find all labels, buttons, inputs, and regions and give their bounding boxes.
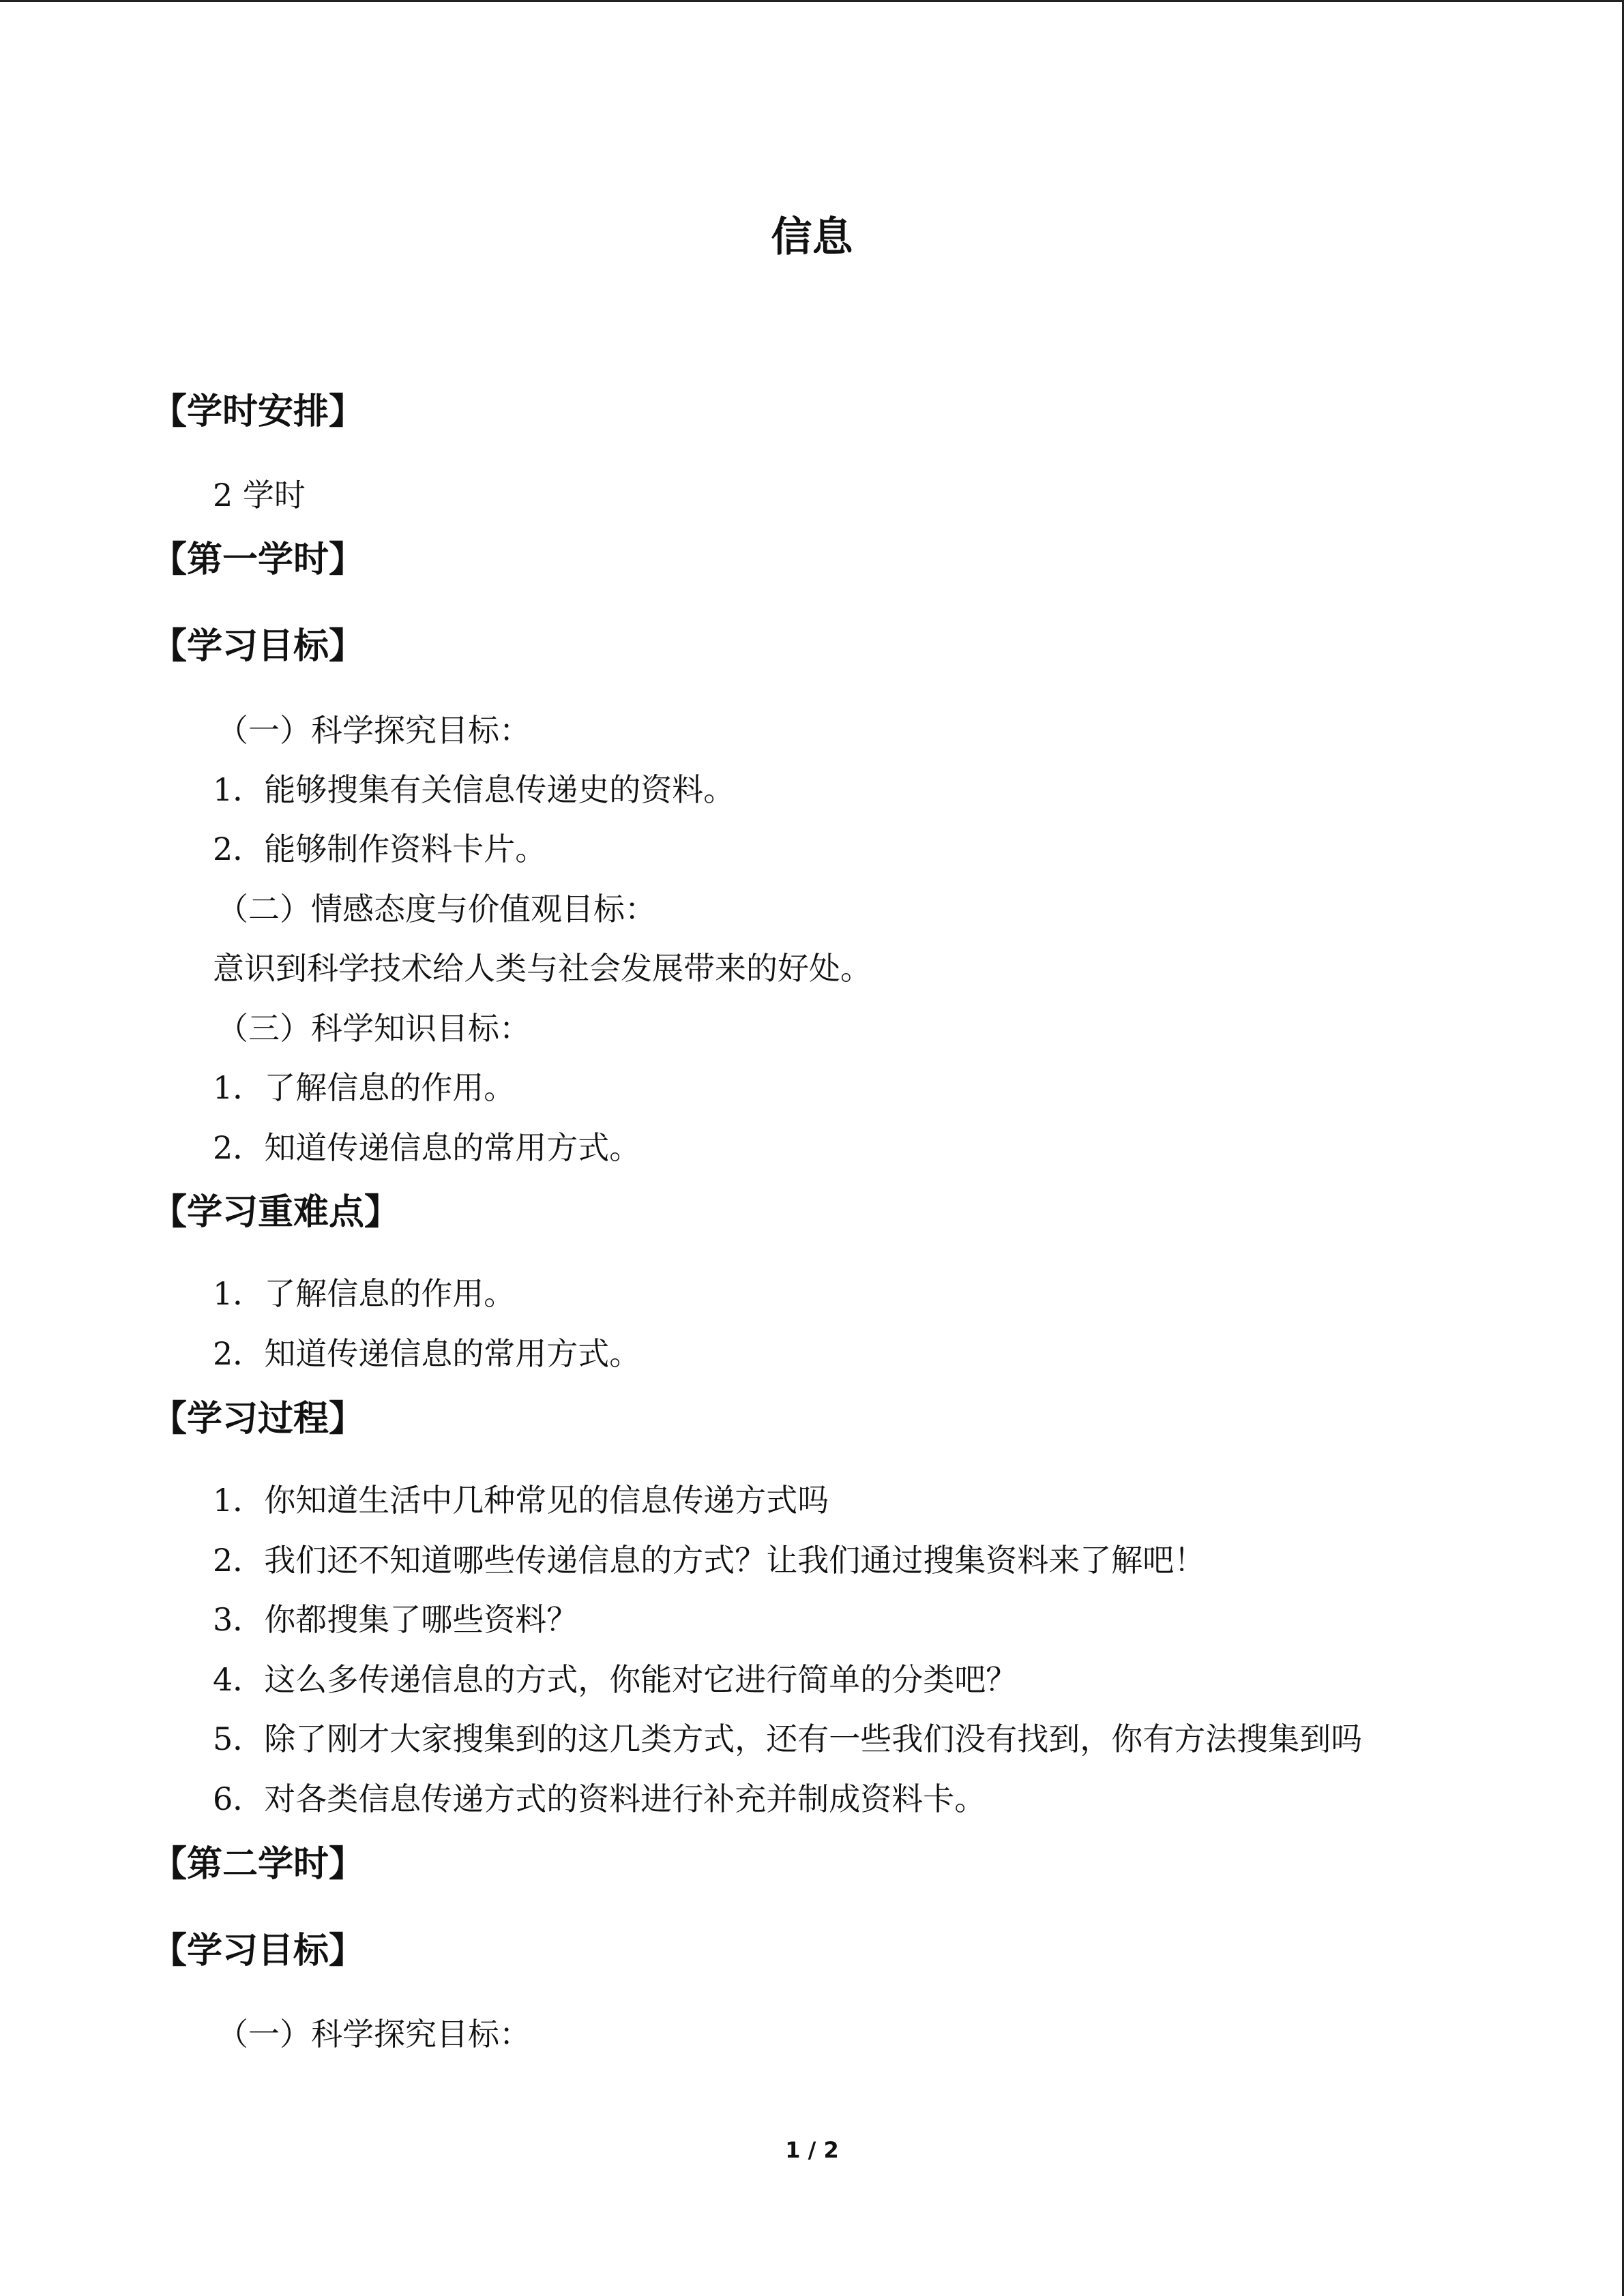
- process-step-4: 4．这么多传递信息的方式，你能对它进行简单的分类吧？: [213, 1661, 1018, 1698]
- process-step-5: 5．除了刚才大家搜集到的这几类方式，还有一些我们没有找到，你有方法搜集到吗: [213, 1720, 1363, 1757]
- schedule-heading: 【学时安排】: [151, 391, 365, 432]
- goal-group-2: （二）情感态度与价值观目标：: [217, 891, 656, 927]
- goals2-heading: 【学习目标】: [151, 1930, 365, 1971]
- goal-2-1: 意识到科学技术给人类与社会发展带来的好处。: [213, 950, 872, 987]
- goal-1-1: 1．能够搜集有关信息传递史的资料。: [213, 771, 735, 808]
- goal-1-2: 2．能够制作资料卡片。: [213, 831, 547, 867]
- lesson1-heading: 【第一学时】: [151, 539, 365, 580]
- goal-group-3: （三）科学知识目标：: [217, 1010, 531, 1047]
- goal-3-2: 2．知道传递信息的常用方式。: [213, 1129, 641, 1166]
- keypoint-1: 1．了解信息的作用。: [213, 1275, 516, 1312]
- document-title: 信息: [771, 213, 853, 261]
- page-number: 1 / 2: [785, 2137, 839, 2163]
- keypoint-2: 2．知道传递信息的常用方式。: [213, 1335, 641, 1372]
- process-heading: 【学习过程】: [151, 1399, 365, 1440]
- process-step-3: 3．你都搜集了哪些资料？: [213, 1601, 578, 1638]
- goal2-group-1: （一）科学探究目标：: [217, 2016, 531, 2053]
- lesson2-heading: 【第二学时】: [151, 1844, 365, 1885]
- keypoints-heading: 【学习重难点】: [151, 1192, 400, 1233]
- schedule-text: 2 学时: [213, 477, 306, 513]
- goals-heading: 【学习目标】: [151, 626, 365, 667]
- process-step-6: 6．对各类信息传递方式的资料进行补充并制成资料卡。: [213, 1780, 986, 1817]
- goal-3-1: 1．了解信息的作用。: [213, 1069, 516, 1106]
- process-step-2: 2．我们还不知道哪些传递信息的方式？让我们通过搜集资料来了解吧！: [213, 1542, 1206, 1579]
- goal-group-1: （一）科学探究目标：: [217, 712, 531, 749]
- process-step-1: 1．你知道生活中几种常见的信息传递方式吗: [213, 1482, 829, 1519]
